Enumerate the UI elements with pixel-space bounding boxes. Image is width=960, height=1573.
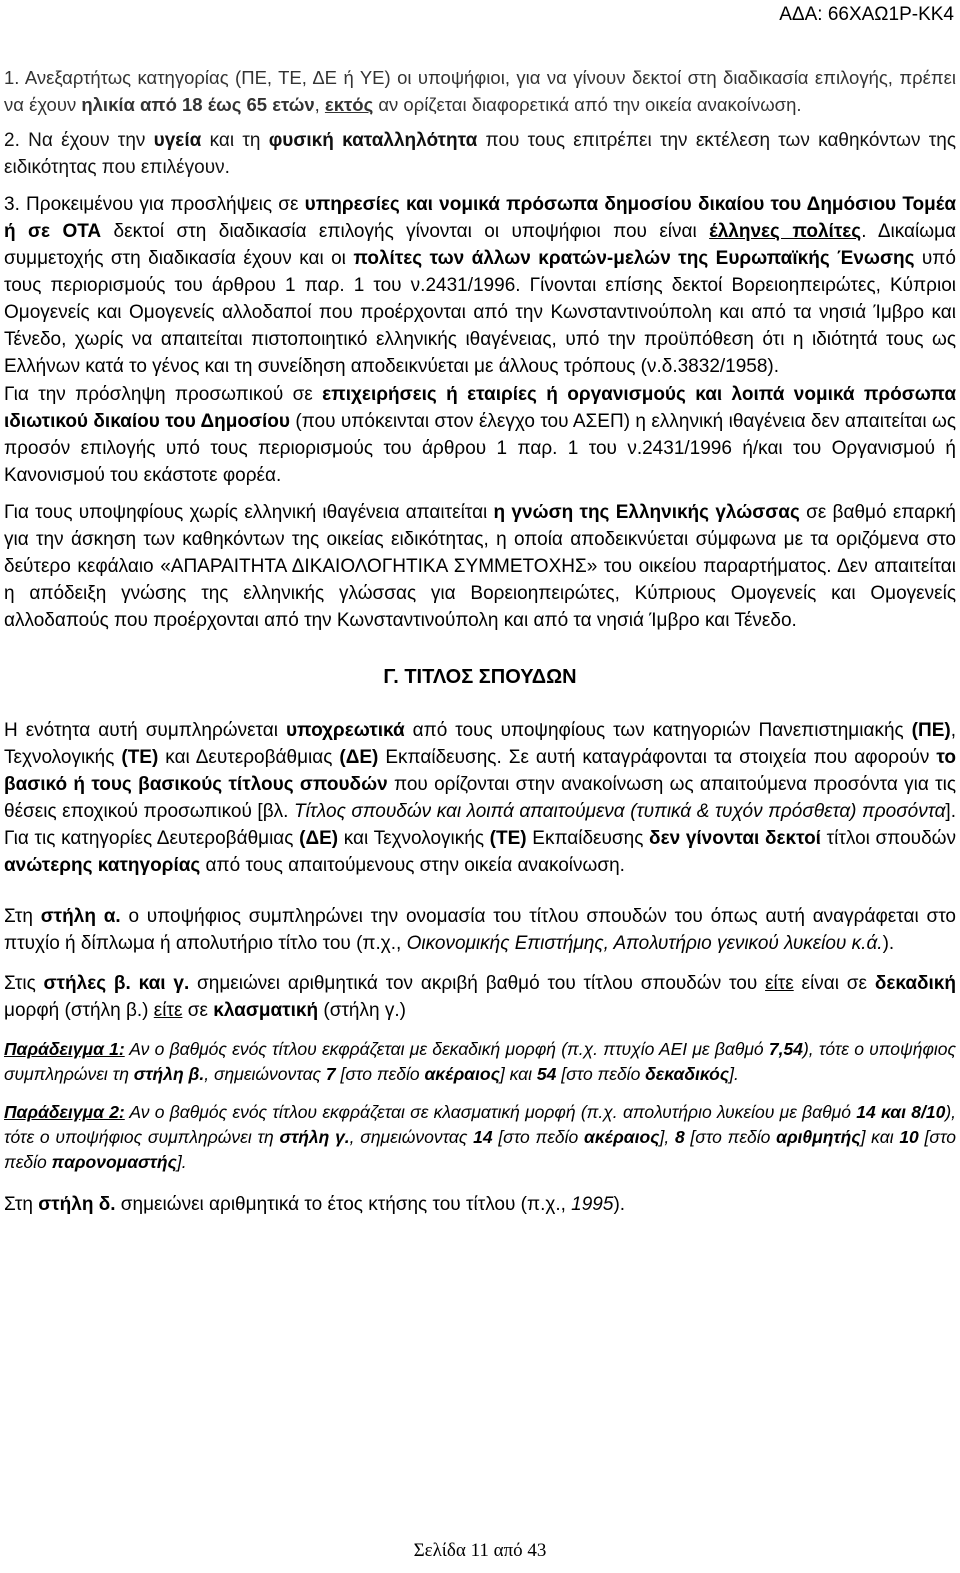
text: Στη (4, 1194, 39, 1215)
text: , Τεχνολογικής (4, 720, 957, 768)
text: 2. Να έχουν την (4, 130, 154, 151)
bold-text: επιχειρήσεις ή εταιρίες ή οργανισμούς και λοιπά νομικά πρόσωπα ιδιωτικού δικαίου του Δημοσίου (4, 384, 956, 432)
underlined-text: είτε (765, 973, 794, 994)
text: σημειώνει αριθμητικά το έτος κτήσης του τίτλου (π.χ., (115, 1194, 572, 1215)
bold-text: στήλη δ. (38, 1194, 116, 1215)
underlined-text: είτε (153, 1000, 183, 1021)
text: Εκπαίδευσης (526, 828, 650, 849)
bold-text: 7 (325, 1064, 336, 1084)
text: ] και (860, 1127, 900, 1147)
text: ]. (176, 1152, 187, 1172)
section-heading: Γ. ΤΙΤΛΟΣ ΣΠΟΥΔΩΝ (383, 666, 577, 688)
text: , (314, 94, 325, 115)
text: που ορίζονται στην ανακοίνωση ως απαιτούμενα προσόντα για τις θέσεις εποχικού προσωπικού [βλ. (4, 774, 956, 822)
text: ). (882, 933, 895, 954)
bold-text: ακέραιος (424, 1064, 500, 1084)
bold-text: υπηρεσίες και νομικά πρόσωπα δημοσίου δικαίου του Δημόσιου Τομέα ή σε ΟΤΑ (4, 194, 956, 242)
text: ). (613, 1194, 626, 1215)
bold-text: το βασικό ή τους βασικούς τίτλους σπουδών (4, 747, 956, 795)
bold-text: (ΤΕ) (121, 747, 159, 768)
example-1 (4, 1037, 956, 1087)
bold-text: κλασματική (213, 1000, 319, 1021)
bold-text: 8 (674, 1127, 685, 1147)
bold-text: 14 (473, 1127, 493, 1147)
bold-text: η γνώση της Ελληνικής γλώσσας (493, 502, 800, 523)
bold-text: 7,54 (768, 1039, 803, 1059)
underlined-text: έλληνες πολίτες (709, 221, 862, 242)
example-label: Παράδειγμα 1: (4, 1039, 125, 1059)
text: Για την πρόσληψη προσωπικού σε (4, 384, 323, 405)
text: ), τότε ο υποψήφιος συμπληρώνει τη (4, 1102, 957, 1147)
bold-text: δεν γίνονται δεκτοί (649, 828, 821, 849)
text: είναι σε (793, 973, 875, 994)
bold-text: παρονομαστής (51, 1152, 177, 1172)
text: που τους επιτρέπει την εκτέλεση των καθηκόντων της ειδικότητας που επιλέγουν. (4, 130, 956, 178)
text: Για τους υποψηφίους χωρίς ελληνική ιθαγένεια απαιτείται (4, 502, 494, 523)
text: , σημειώνοντας (349, 1127, 474, 1147)
paragraph-health (4, 127, 956, 181)
text: υπό τους περιορισμούς του άρθρου 1 παρ. 1 του ν.2431/1996. Γίνονται επίσης δεκτοί Βορειοηπειρώτες, Κύπριοι Ομογενείς και Ομογενείς αλλοδαποί που προέρχονται από την Κωνσταντινούπολη και από τα νησιά Ίμβρο και Τένεδο, χωρίς να απαιτείται πιστοποιητικό ελληνικής ιθαγένειας, υπό την προϋπόθεση ότι η ιδιότητά τους ως Ελλήνων κατά το γένος και τη συνείδηση αποδεικνύεται με άλλους τρόπους (ν.δ.3832/1958). (4, 248, 956, 377)
text: Στη (4, 906, 41, 927)
text: αν ορίζεται διαφορετικά από την οικεία ανακοίνωση. (373, 94, 802, 115)
text: σημειώνει αριθμητικά τον ακριβή βαθμό του τίτλου σπουδών του (189, 973, 766, 994)
text: [στο πεδίο (684, 1127, 777, 1147)
bold-text: πολίτες των άλλων κρατών-μελών της Ευρωπαϊκής Ένωσης (353, 248, 915, 269)
paragraph-column-d (4, 1191, 956, 1218)
text: ] και (499, 1064, 537, 1084)
bold-text: στήλη γ. (279, 1127, 350, 1147)
text: από τους απαιτούμενους στην οικεία ανακοίνωση. (200, 855, 625, 876)
paragraph-titles (4, 717, 956, 879)
bold-text: στήλη α. (40, 906, 121, 927)
text: [στο πεδίο (492, 1127, 585, 1147)
paragraph-column-a (4, 903, 956, 957)
underlined-text: εκτός (324, 94, 374, 115)
bold-text: ακέραιος (584, 1127, 660, 1147)
text: , σημειώνοντας (204, 1064, 326, 1084)
bold-text: (ΤΕ) (489, 828, 527, 849)
italic-text: Οικονομικής Επιστήμης, Απολυτήριο γενικού λυκείου κ.ά. (406, 933, 883, 954)
example-label: Παράδειγμα 2: (4, 1102, 125, 1122)
bold-text: δεκαδικός (645, 1064, 730, 1084)
text: ), τότε ο υποψήφιος συμπληρώνει τη (4, 1039, 957, 1084)
text: Η ενότητα αυτή συμπληρώνεται (4, 720, 286, 741)
text: μορφή (στήλη β.) (4, 1000, 154, 1021)
text: [στο πεδίο (335, 1064, 425, 1084)
paragraph-citizenship (4, 191, 956, 380)
text: δεκτοί στη διαδικασία επιλογής γίνονται οι υποψήφιοι που είναι (101, 221, 710, 242)
text: (στήλη γ.) (318, 1000, 406, 1021)
text: 1. Ανεξαρτήτως κατηγορίας (ΠΕ, ΤΕ, ΔΕ ή ΥΕ) οι υποψήφιοι, για να γίνουν δεκτοί στη διαδικασία επιλογής, πρέπει να έχουν (4, 67, 956, 115)
bold-text: στήλες β. και γ. (43, 973, 190, 994)
bold-text: δεκαδική (874, 973, 956, 994)
text: ]. (729, 1064, 739, 1084)
text: και Δευτεροβάθμιας (158, 747, 340, 768)
bold-text: υποχρεωτικά (286, 720, 405, 741)
text: . Δικαίωμα συμμετοχής στη διαδικασία έχουν και οι (4, 221, 956, 269)
bold-text: (ΔΕ) (299, 828, 339, 849)
text: και Τεχνολογικής (338, 828, 490, 849)
example-2 (4, 1100, 956, 1175)
paragraph-greek-language (4, 499, 956, 634)
bold-text: (ΠΕ) (911, 720, 951, 741)
text: τίτλοι σπουδών (820, 828, 956, 849)
text: ], (659, 1127, 675, 1147)
text: και τη (201, 130, 269, 151)
italic-text: 1995 (571, 1194, 614, 1215)
paragraph-columns-b-c (4, 970, 956, 1024)
text: ]. Για τις κατηγορίες Δευτεροβάθμιας (4, 801, 956, 849)
bold-text: (ΔΕ) (339, 747, 379, 768)
text: Αν ο βαθμός ενός τίτλου εκφράζεται με δεκαδική μορφή (π.χ. πτυχίο ΑΕΙ με βαθμό (124, 1039, 769, 1059)
text: [στο πεδίο (4, 1127, 956, 1172)
text: σε βαθμό επαρκή για την άσκηση των καθηκόντων της οικείας ειδικότητας, η οποία αποδεικνύεται σύμφωνα με τα οριζόμενα στο δεύτερο κεφάλαιο «ΑΠΑΡΑΙΤΗΤΑ ΔΙΚΑΙΟΛΟΓΗΤΙΚΑ ΣΥΜΜΕΤΟΧΗΣ» του οικείου παραρτήματος. Δεν απαιτείται η απόδειξη γνώσης της ελληνικής γλώσσας για Βορειοηπειρώτες, Κύπριους Ομογενείς και Ομογενείς αλλοδαπούς που προέρχονται από την Κωνσταντινούπολη και από τα νησιά Ίμβρο και Τένεδο. (4, 502, 956, 631)
text: 3. Προκειμένου για προσλήψεις σε (4, 194, 305, 215)
bold-text: 10 (899, 1127, 919, 1147)
text: Στις (4, 973, 44, 994)
bold-text: 14 και 8/10 (856, 1102, 946, 1122)
italic-text: Τίτλος σπουδών και λοιπά απαιτούμενα (τυπικά & τυχόν πρόσθετα) προσόντα (293, 801, 946, 822)
text: [στο πεδίο (556, 1064, 646, 1084)
bold-text: ηλικία από 18 έως 65 ετών (81, 94, 315, 115)
bold-text: 54 (536, 1064, 557, 1084)
text: Εκπαίδευσης. Σε αυτή καταγράφονται τα στοιχεία που αφορούν (378, 747, 937, 768)
bold-text: φυσική καταλληλότητα (268, 130, 478, 151)
text: από τους υποψηφίους των κατηγοριών Πανεπιστημιακής (404, 720, 912, 741)
text: ο υποψήφιος συμπληρώνει την ονομασία του τίτλου σπουδών του όπως αυτή αναγράφεται στο πτυχίο ή δίπλωμα ή απολυτήριο τίτλο του (π.χ., (4, 906, 956, 954)
bold-text: στήλη β. (133, 1064, 205, 1084)
bold-text: ανώτερης κατηγορίας (4, 855, 201, 876)
bold-text: αριθμητής (776, 1127, 861, 1147)
paragraph-private-entities (4, 381, 956, 489)
text: Αν ο βαθμός ενός τίτλου εκφράζεται σε κλασματική μορφή (π.χ. απολυτήριο λυκείου με βαθμό (124, 1102, 857, 1122)
document-body (4, 64, 956, 1218)
text: (που υπόκεινται στον έλεγχο του ΑΣΕΠ) η ελληνική ιθαγένεια δεν απαιτείται ως προσόν επιλογής υπό τους περιορισμούς του άρθρου 1 παρ. 1 του ν.2431/1996 ή/και του Οργανισμού ή Κανονισμού του εκάστοτε φορέα. (4, 411, 956, 486)
paragraph-age (4, 64, 956, 118)
page-number: Σελίδα 11 από 43 (413, 1540, 547, 1561)
text: σε (182, 1000, 214, 1021)
bold-text: υγεία (153, 130, 202, 151)
ada-code: ΑΔΑ: 66ΧΑΩ1Ρ-ΚΚ4 (779, 4, 954, 25)
